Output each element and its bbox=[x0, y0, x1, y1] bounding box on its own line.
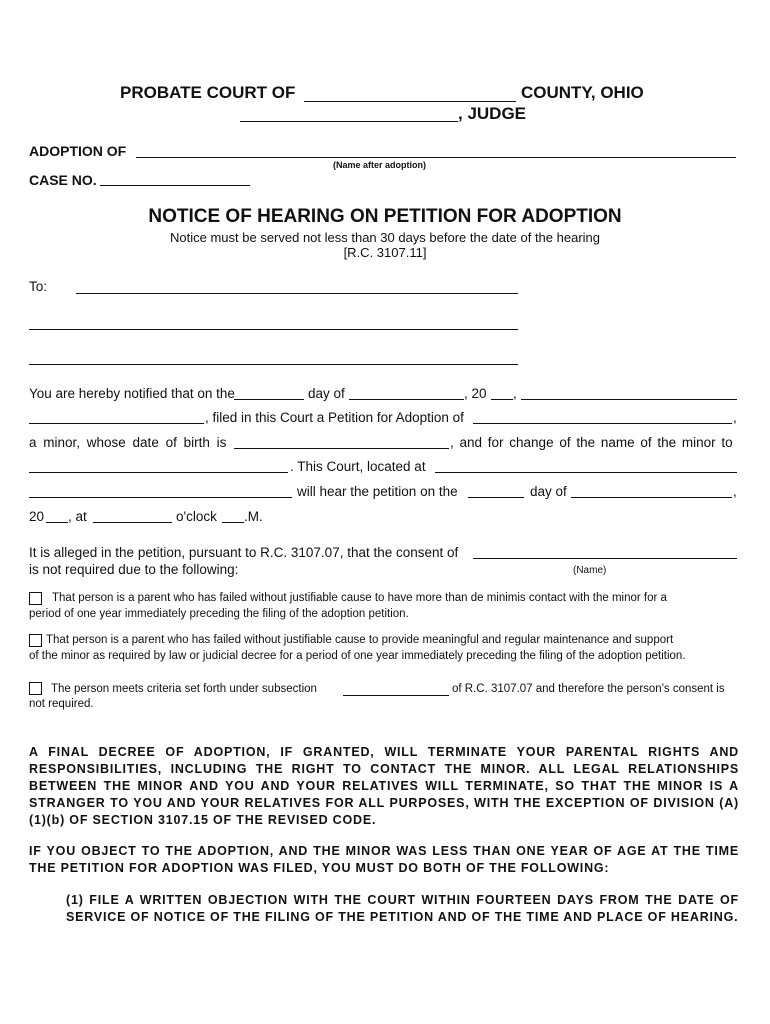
subsection-field[interactable] bbox=[343, 695, 449, 696]
checkbox-no-contact[interactable] bbox=[29, 592, 42, 605]
petitioner-field-2[interactable] bbox=[29, 423, 204, 424]
body-line6-a: 20 bbox=[29, 509, 45, 524]
objection-item-1: (1) FILE A WRITTEN OBJECTION WITH THE COURT WITHIN FOURTEEN DAYS FROM THE DATE OF SERVICE OF NOTICE OF THE FILING OF THE PETITION AND OF THE TIME AND PLACE OF HEARING. bbox=[66, 893, 739, 924]
checkbox2-line2: of the minor as required by law or judicial decree for a period of one year immediately preceding the filing of the adoption petition. bbox=[29, 650, 686, 662]
court-location-field-2[interactable] bbox=[29, 497, 292, 498]
checkbox-no-support[interactable] bbox=[29, 634, 42, 647]
checkbox2-line1: That person is a parent who has failed without justifiable cause to provide meaningful and regular maintenance and support bbox=[46, 634, 674, 646]
petitioner-field[interactable] bbox=[521, 399, 737, 400]
body-line6-d: .M. bbox=[244, 509, 263, 524]
checkbox-subsection[interactable] bbox=[29, 682, 42, 695]
body-line6-c: o'clock bbox=[176, 509, 217, 524]
to-field-3[interactable] bbox=[29, 364, 518, 365]
body-line5-b: day of bbox=[530, 484, 567, 499]
body-line2-a: , filed in this Court a Petition for Adoption of bbox=[205, 410, 464, 425]
body-line2-b: , bbox=[733, 410, 737, 425]
checkbox1-line2: period of one year immediately preceding the filing of the adoption petition. bbox=[29, 608, 409, 620]
body-line1-b: day of bbox=[308, 386, 345, 401]
body-line3-b: , and for change of the name of the minor to bbox=[450, 435, 733, 450]
year-field[interactable] bbox=[491, 399, 513, 400]
name-note: (Name) bbox=[573, 565, 607, 576]
consent-person-field[interactable] bbox=[473, 558, 737, 559]
final-decree-warning: A FINAL DECREE OF ADOPTION, IF GRANTED, WILL TERMINATE YOUR PARENTAL RIGHTS AND RESPONSIBILITIES, INCLUDING THE RIGHT TO CONTACT THE MINOR. ALL LEGAL RELATIONSHIPS BETWEEN THE MINOR AND YOU AND YOUR RELATIVES WILL TERMINATE, SO THAT THE MINOR IS A STRANGER TO YOU AND YOUR RELATIVES FOR ALL PURPOSES, WITH THE EXCEPTION OF DIVISION (A)(1)(b) OF SECTION 3107.15 OF THE REVISED CODE. bbox=[29, 745, 739, 827]
day-field[interactable] bbox=[234, 399, 304, 400]
case-no-field[interactable] bbox=[100, 185, 250, 186]
checkbox3-line2: not required. bbox=[29, 698, 94, 710]
body-line1-c: , 20 bbox=[464, 386, 487, 401]
judge-field[interactable] bbox=[240, 121, 458, 122]
adoption-name-field[interactable] bbox=[136, 157, 736, 158]
checkbox1-line1: That person is a parent who has failed without justifiable cause to have more than de minimis contact with the minor for a bbox=[52, 592, 667, 604]
checkbox3-line1-a: The person meets criteria set forth under subsection bbox=[51, 683, 317, 695]
county-field[interactable] bbox=[304, 101, 516, 102]
alleged-text-b: is not required due to the following: bbox=[29, 562, 239, 577]
body-line4-a: . This Court, located at bbox=[290, 459, 426, 474]
body-line1-d: , bbox=[513, 386, 517, 401]
page-title: NOTICE OF HEARING ON PETITION FOR ADOPTION bbox=[148, 206, 622, 227]
to-field-1[interactable] bbox=[76, 293, 518, 294]
alleged-text-a: It is alleged in the petition, pursuant to R.C. 3107.07, that the consent of bbox=[29, 545, 459, 560]
body-line1-a: You are hereby notified that on the bbox=[29, 386, 235, 401]
case-no-label: CASE NO. bbox=[29, 172, 97, 188]
citation-text: [R.C. 3107.11] bbox=[343, 245, 427, 260]
body-line3-a: a minor, whose date of birth is bbox=[29, 435, 227, 450]
notice-text: Notice must be served not less than 30 days before the date of the hearing bbox=[170, 230, 600, 245]
hearing-time-field[interactable] bbox=[93, 522, 172, 523]
birth-date-field[interactable] bbox=[234, 448, 449, 449]
to-field-2[interactable] bbox=[29, 329, 518, 330]
new-name-field[interactable] bbox=[29, 472, 288, 473]
to-label: To: bbox=[29, 279, 48, 294]
am-pm-field[interactable] bbox=[222, 522, 244, 523]
adoption-of-label: ADOPTION OF bbox=[29, 143, 127, 159]
hearing-day-field[interactable] bbox=[468, 497, 524, 498]
checkbox3-line1-b: of R.C. 3107.07 and therefore the person's consent is bbox=[452, 683, 725, 695]
month-field[interactable] bbox=[349, 399, 464, 400]
judge-label: , JUDGE bbox=[458, 104, 527, 123]
body-line5-a: will hear the petition on the bbox=[297, 484, 458, 499]
body-line5-c: , bbox=[733, 484, 737, 499]
body-line6-b: , at bbox=[68, 509, 87, 524]
court-suffix: COUNTY, OHIO bbox=[521, 83, 644, 102]
court-location-field[interactable] bbox=[435, 472, 737, 473]
minor-name-field[interactable] bbox=[473, 423, 732, 424]
hearing-year-field[interactable] bbox=[46, 522, 68, 523]
name-after-adoption-note: (Name after adoption) bbox=[333, 160, 427, 170]
hearing-month-field[interactable] bbox=[571, 497, 732, 498]
court-prefix: PROBATE COURT OF bbox=[120, 83, 296, 102]
objection-warning: IF YOU OBJECT TO THE ADOPTION, AND THE MINOR WAS LESS THAN ONE YEAR OF AGE AT THE TIME THE PETITION FOR ADOPTION WAS FILED, YOU MUST DO BOTH OF THE FOLLOWING: bbox=[29, 844, 739, 875]
